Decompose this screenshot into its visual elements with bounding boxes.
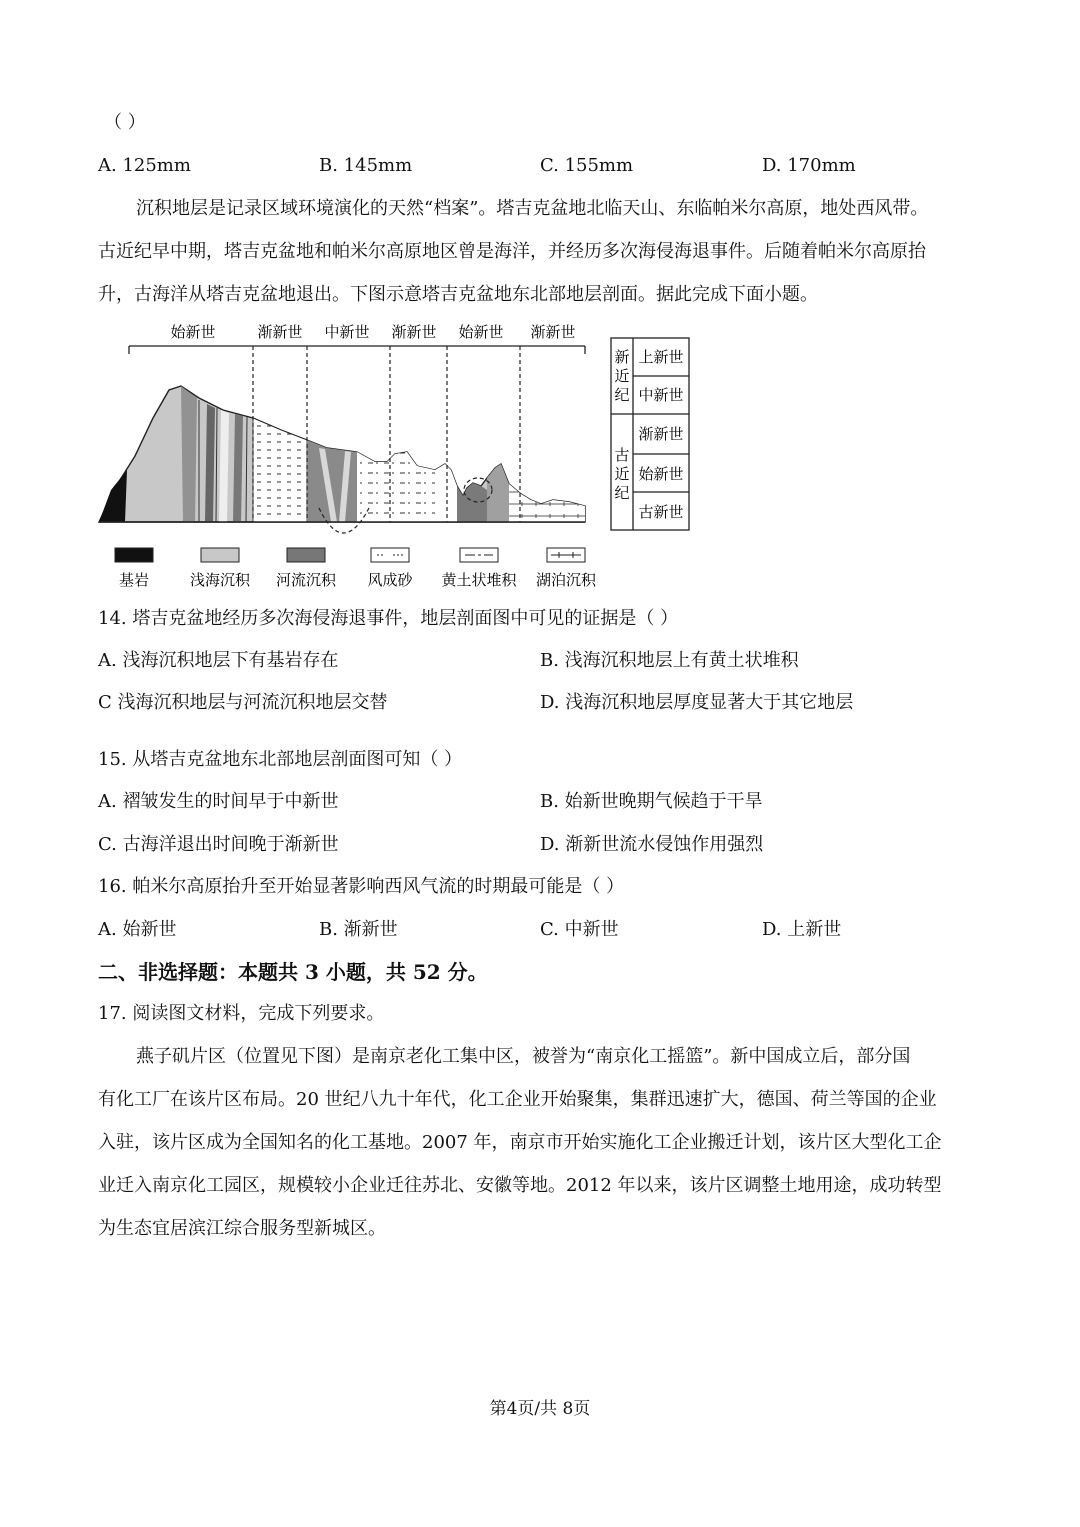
period-paleogene-char-3: 纪 (614, 484, 630, 502)
intro-line-2: 古近纪早中期，塔吉克盆地和帕米尔高原地区曾是海洋，并经历多次海侵海退事件。后随着帕米尔高原抬 (98, 241, 926, 262)
q14-option-c: C 浅海沉积地层与河流沉积地层交替 (98, 692, 388, 713)
legend-swatch-river (287, 548, 325, 562)
q17-line-1: 燕子矶片区（位置见下图）是南京老化工集中区，被誉为“南京化工摇篮”。新中国成立后，部分国 (136, 1046, 911, 1067)
q13-option-c: C. 155mm (540, 155, 634, 176)
q17-stem: 17. 阅读图文材料，完成下列要求。 (98, 1003, 385, 1024)
q14-option-b: B. 浅海沉积地层上有黄土状堆积 (540, 650, 799, 671)
legend-label-shallow-sea: 浅海沉积 (189, 571, 251, 589)
period-paleogene-char-1: 古 (614, 446, 630, 464)
legend-label-bedrock: 基岩 (118, 571, 150, 589)
q16-option-b: B. 渐新世 (319, 919, 398, 940)
q17-line-3: 入驻，该片区成为全国知名的化工基地。2007 年，南京市开始实施化工企业搬迁计划，该片区大型化工企 (98, 1132, 942, 1153)
section-2-title (98, 962, 488, 982)
time-epoch-miocene: 中新世 (638, 386, 684, 404)
section-2-title-part-b: 小题，共 (325, 960, 406, 984)
intro-paragraph (98, 187, 982, 316)
legend-swatch-aeolian (371, 548, 409, 562)
q15-option-a: A. 褶皱发生的时间早于中新世 (98, 791, 339, 812)
q16-option-d: D. 上新世 (762, 919, 842, 940)
period-neogene-char-3: 纪 (614, 386, 630, 404)
legend-swatch-bedrock (115, 548, 153, 562)
q14-stem: 14. 塔吉克盆地经历多次海侵海退事件，地层剖面图中可见的证据是（ ） (98, 608, 679, 629)
q14-option-d: D. 浅海沉积地层厚度显著大于其它地层 (540, 692, 854, 713)
answer-bracket: （ ） (104, 112, 146, 133)
section-2-score: 52 (412, 960, 441, 984)
section-2-title-part-a: 二、非选择题：本题共 (98, 960, 298, 984)
q17-line-2: 有化工厂在该片区布局。20 世纪八九十年代，化工企业开始聚集，集群迅速扩大，德国、荷兰等国的企业 (98, 1089, 937, 1110)
q17-line-5: 为生态宜居滨江综合服务型新城区。 (98, 1218, 386, 1239)
period-paleogene-char-2: 近 (614, 465, 630, 483)
epoch-label-6: 渐新世 (530, 323, 576, 341)
q15-option-b: B. 始新世晚期气候趋于干旱 (540, 791, 763, 812)
time-epoch-pliocene: 上新世 (638, 348, 684, 366)
intro-line-3: 升，古海洋从塔吉克盆地退出。下图示意塔吉克盆地东北部地层剖面。据此完成下面小题。 (98, 284, 818, 305)
legend-label-aeolian: 风成砂 (367, 571, 413, 589)
strata-profile-figure (95, 318, 695, 593)
period-neogene-char-1: 新 (614, 348, 630, 366)
legend-label-river: 河流沉积 (275, 571, 337, 589)
time-epoch-eocene: 始新世 (638, 465, 684, 483)
q13-option-b: B. 145mm (319, 155, 413, 176)
epoch-label-2: 渐新世 (257, 323, 303, 341)
intro-line-1: 沉积地层是记录区域环境演化的天然“档案”。塔吉克盆地北临天山、东临帕米尔高原，地处西风带。 (136, 198, 929, 219)
q16-option-c: C. 中新世 (540, 919, 619, 940)
period-neogene-char-2: 近 (614, 367, 630, 385)
legend-label-lake: 湖泊沉积 (535, 571, 597, 589)
q16-stem: 16. 帕米尔高原抬升至开始显著影响西风气流的时期最可能是（ ） (98, 876, 625, 897)
legend-swatch-shallow-sea (201, 548, 239, 562)
legend-label-loess: 黄土状堆积 (441, 571, 517, 589)
epoch-label-4: 渐新世 (391, 323, 437, 341)
section-2-title-part-c: 分。 (447, 960, 488, 984)
q15-option-d: D. 渐新世流水侵蚀作用强烈 (540, 834, 764, 855)
q16-option-a: A. 始新世 (98, 919, 177, 940)
q17-material (98, 1035, 982, 1250)
epoch-label-5: 始新世 (458, 323, 504, 341)
epoch-label-3: 中新世 (324, 323, 370, 341)
epoch-bracket (129, 346, 585, 354)
epoch-label-1: 始新世 (170, 323, 216, 341)
page-footer: 第4页/共 8页 (489, 1399, 591, 1419)
q17-line-4: 业迁入南京化工园区，规模较小企业迁往苏北、安徽等地。2012 年以来，该片区调整土地用途，成功转型 (98, 1175, 942, 1196)
figure-legend (115, 548, 597, 589)
q13-option-a: A. 125mm (98, 155, 191, 176)
q15-stem: 15. 从塔吉克盆地东北部地层剖面图可知（ ） (98, 749, 463, 770)
q14-option-a: A. 浅海沉积地层下有基岩存在 (98, 650, 339, 671)
q13-option-d: D. 170mm (762, 155, 856, 176)
section-2-question-count: 3 (304, 960, 319, 984)
terrain-section (99, 386, 585, 533)
q15-option-c: C. 古海洋退出时间晚于渐新世 (98, 834, 339, 855)
time-epoch-paleocene: 古新世 (638, 503, 684, 521)
time-epoch-oligocene: 渐新世 (638, 425, 684, 443)
